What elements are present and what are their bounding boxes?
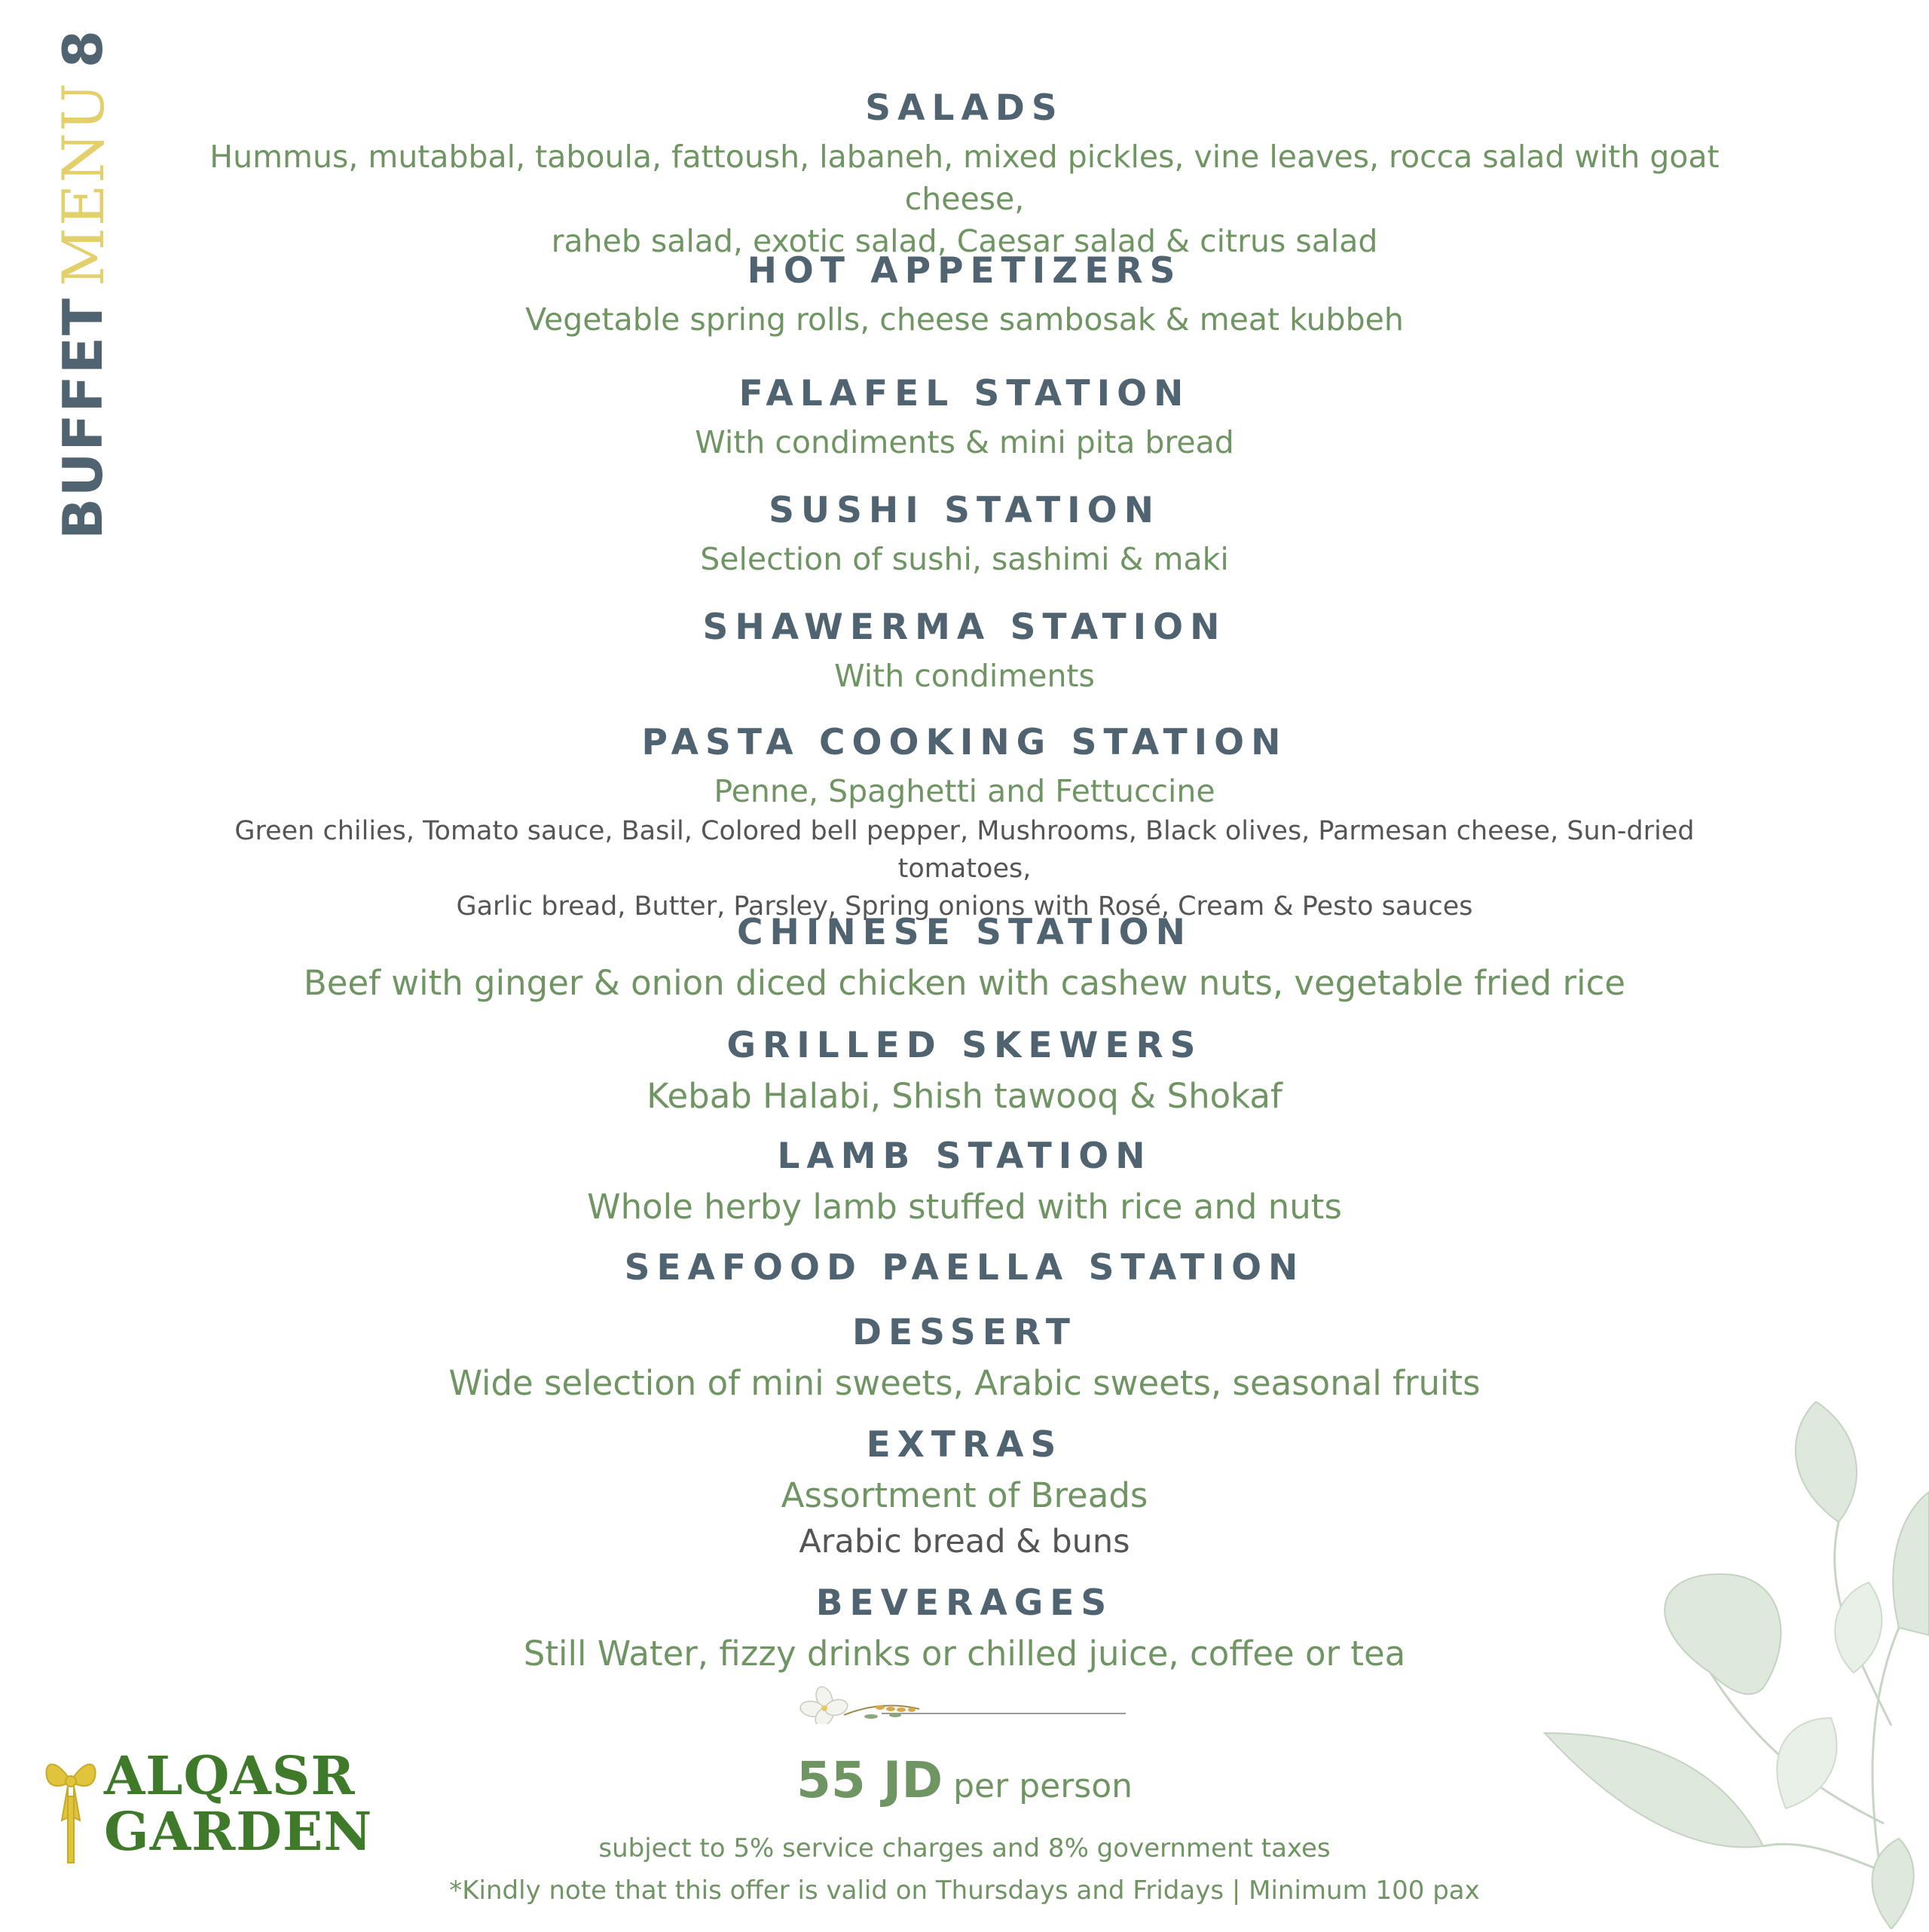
- section-falafel-station: [166, 367, 1763, 484]
- section-heading: LAMB STATION: [777, 1136, 1152, 1177]
- section-heading: DESSERT: [852, 1312, 1077, 1353]
- logo-line-2: GARDEN: [104, 1800, 373, 1863]
- section-hot-appetizers: [166, 244, 1763, 367]
- section-heading: FALAFEL STATION: [738, 373, 1191, 414]
- section-detail: Arabic bread & buns: [799, 1523, 1130, 1561]
- section-extras: [166, 1418, 1763, 1576]
- section-heading: SHAWERMA STATION: [702, 607, 1227, 648]
- price-amount: 55 JD: [796, 1751, 943, 1809]
- logo-line-1: ALQASR: [104, 1744, 356, 1807]
- logo-wordmark: [104, 1744, 373, 1863]
- section-detail: Green chilies, Tomato sauce, Basil, Colored bell pepper, Mushrooms, Black olives, Parmesan cheese, Sun-dried tomatoes,: [234, 816, 1695, 884]
- price-line: [316, 1747, 1613, 1827]
- menu-list: [166, 81, 1763, 1682]
- section-shawerma-station: [166, 601, 1763, 716]
- validity-note: *Kindly note that this offer is valid on Thursdays and Fridays | Minimum 100 pax: [449, 1875, 1480, 1906]
- title-word-buffet: BUFFET: [51, 296, 115, 540]
- section-heading: GRILLED SKEWERS: [726, 1025, 1203, 1066]
- vertical-menu-title: [49, 30, 117, 543]
- section-description: Wide selection of mini sweets, Arabic sweets, seasonal fruits: [448, 1363, 1481, 1403]
- section-description: Still Water, fizzy drinks or chilled juice, coffee or tea: [523, 1634, 1406, 1674]
- flower-sprig-icon: [799, 1686, 1130, 1724]
- section-heading: SEAFOOD PAELLA STATION: [624, 1247, 1305, 1289]
- section-description: Kebab Halabi, Shish tawooq & Shokaf: [647, 1076, 1282, 1116]
- section-seafood-paella-station: [166, 1241, 1763, 1306]
- section-description: Assortment of Breads: [781, 1475, 1148, 1515]
- title-word-menu: MENU: [49, 81, 117, 286]
- section-lamb-station: [166, 1130, 1763, 1241]
- section-detail: Garlic bread, Butter, Parsley, Spring onions with Rosé, Cream & Pesto sauces: [456, 891, 1473, 922]
- section-description: Beef with ginger & onion diced chicken with cashew nuts, vegetable fried rice: [303, 963, 1626, 1003]
- ribbon-icon: [42, 1751, 99, 1864]
- section-heading: BEVERAGES: [815, 1582, 1114, 1624]
- section-description: Whole herby lamb stuffed with rice and nuts: [587, 1187, 1342, 1227]
- section-heading: SALADS: [865, 87, 1064, 129]
- section-chinese-station: [166, 906, 1763, 1019]
- price-block: [316, 1747, 1613, 1912]
- alqasr-garden-logo: [42, 1744, 374, 1869]
- section-dessert: [166, 1306, 1763, 1418]
- section-description: With condiments: [834, 658, 1095, 694]
- section-description: Selection of sushi, sashimi & maki: [700, 541, 1229, 577]
- section-beverages: [166, 1576, 1763, 1682]
- section-description: Hummus, mutabbal, taboula, fattoush, labaneh, mixed pickles, vine leaves, rocca salad with goat cheese,: [209, 139, 1720, 217]
- service-charges-note: subject to 5% service charges and 8% government taxes: [598, 1833, 1331, 1863]
- title-menu-number: 8: [51, 30, 115, 69]
- section-salads: [166, 81, 1763, 259]
- price-unit: per person: [953, 1767, 1133, 1805]
- section-description: Penne, Spaghetti and Fettuccine: [714, 773, 1215, 809]
- section-description: With condiments & mini pita bread: [695, 424, 1234, 460]
- section-sushi-station: [166, 484, 1763, 601]
- section-grilled-skewers: [166, 1019, 1763, 1130]
- leaves-illustration: [1537, 1402, 1929, 1929]
- section-heading: CHINESE STATION: [737, 912, 1192, 953]
- section-heading: SUSHI STATION: [769, 490, 1160, 531]
- section-description: Vegetable spring rolls, cheese sambosak & meat kubbeh: [525, 301, 1404, 338]
- section-heading: PASTA COOKING STATION: [641, 722, 1288, 763]
- section-heading: HOT APPETIZERS: [747, 250, 1182, 292]
- section-heading: EXTRAS: [866, 1424, 1063, 1466]
- section-description: raheb salad, exotic salad, Caesar salad & citrus salad: [551, 223, 1378, 259]
- section-pasta-cooking-station: [166, 716, 1763, 922]
